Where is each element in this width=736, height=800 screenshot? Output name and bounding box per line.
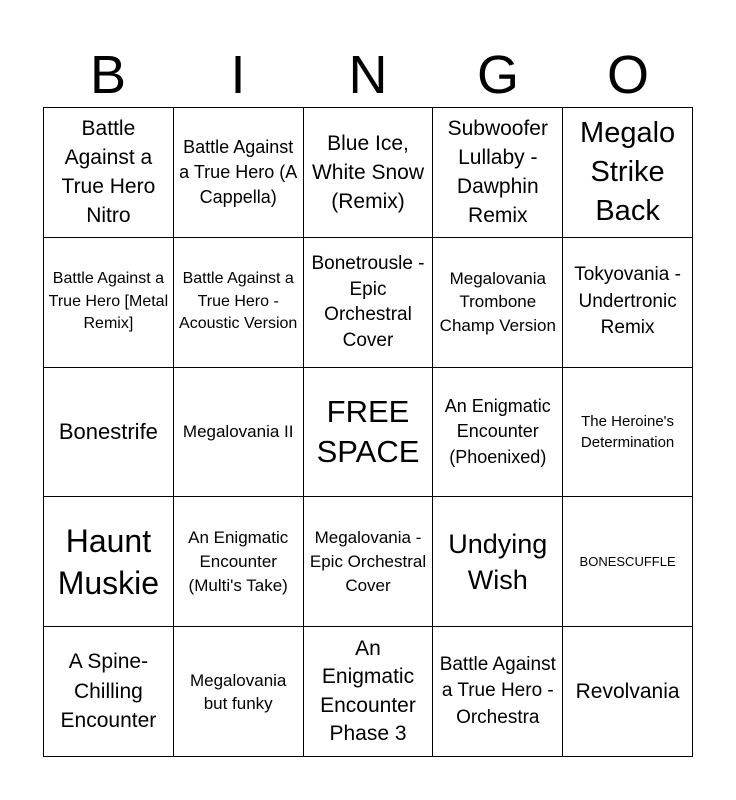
bingo-header <box>43 44 693 106</box>
cell-text: Battle Against a True Hero - Acoustic Version <box>179 270 298 333</box>
cell-text: The Heroine's Determination <box>580 412 675 451</box>
bingo-cell[interactable] <box>304 368 434 498</box>
cell-text: Megalovania - Epic Orchestral Cover <box>309 527 427 595</box>
bingo-cell[interactable] <box>174 238 304 368</box>
cell-text: Undying Wish <box>448 528 548 595</box>
bingo-grid <box>43 107 693 757</box>
bingo-cell[interactable] <box>433 368 563 498</box>
bingo-cell[interactable] <box>563 238 693 368</box>
bingo-cell[interactable] <box>433 108 563 238</box>
bingo-cell[interactable] <box>433 497 563 627</box>
cell-text: Blue Ice, White Snow (Remix) <box>311 131 425 213</box>
cell-text: Subwoofer Lullaby - Dawphin Remix <box>447 117 548 228</box>
header-letter-b: B <box>89 45 127 105</box>
cell-text: BONESCUFFLE <box>579 553 676 569</box>
bingo-cell[interactable] <box>44 368 174 498</box>
cell-text: Battle Against a True Hero (A Cappella) <box>179 136 298 207</box>
bingo-cell[interactable] <box>304 627 434 757</box>
bingo-cell[interactable] <box>563 108 693 238</box>
cell-text: Battle Against a True Hero - Orchestra <box>439 653 556 728</box>
bingo-cell[interactable] <box>44 108 174 238</box>
bingo-cell[interactable] <box>44 497 174 627</box>
bingo-cell[interactable] <box>174 368 304 498</box>
cell-text: Megalovania but funky <box>189 670 287 713</box>
bingo-cell[interactable] <box>433 627 563 757</box>
cell-text: Bonestrife <box>58 418 158 444</box>
bingo-cell[interactable] <box>304 497 434 627</box>
cell-text: FREE SPACE <box>316 393 420 469</box>
cell-text: An Enigmatic Encounter (Phoenixed) <box>444 395 551 467</box>
header-letter-o: O <box>606 45 649 105</box>
header-letter-i: I <box>230 45 246 105</box>
bingo-cell[interactable] <box>563 627 693 757</box>
cell-text: Tokyovania - Undertronic Remix <box>574 264 681 339</box>
cell-text: Battle Against a True Hero Nitro <box>61 117 156 228</box>
bingo-cell[interactable] <box>174 108 304 238</box>
header-letter-n: N <box>348 45 388 105</box>
bingo-cell[interactable] <box>433 238 563 368</box>
bingo-cell[interactable] <box>563 497 693 627</box>
cell-text: Haunt Muskie <box>57 522 160 601</box>
cell-text: Revolvania <box>575 679 680 703</box>
cell-text: A Spine-Chilling Encounter <box>60 650 157 733</box>
cell-text: Megalovania Trombone Champ Version <box>439 268 556 335</box>
bingo-cell[interactable] <box>44 238 174 368</box>
bingo-cell[interactable] <box>563 368 693 498</box>
cell-text: An Enigmatic Encounter (Multi's Take) <box>188 527 289 595</box>
header-letter-g: G <box>476 45 519 105</box>
bingo-cell[interactable] <box>44 627 174 757</box>
cell-text: Bonetrousle - Epic Orchestral Cover <box>311 253 425 351</box>
cell-text: An Enigmatic Encounter Phase 3 <box>320 636 416 746</box>
cell-text: Megalovania II <box>182 422 294 442</box>
cell-text: Megalo Strike Back <box>580 116 676 227</box>
bingo-cell[interactable] <box>304 238 434 368</box>
cell-text: Battle Against a True Hero [Metal Remix] <box>48 270 169 333</box>
bingo-cell[interactable] <box>174 497 304 627</box>
bingo-cell[interactable] <box>304 108 434 238</box>
bingo-cell[interactable] <box>174 627 304 757</box>
